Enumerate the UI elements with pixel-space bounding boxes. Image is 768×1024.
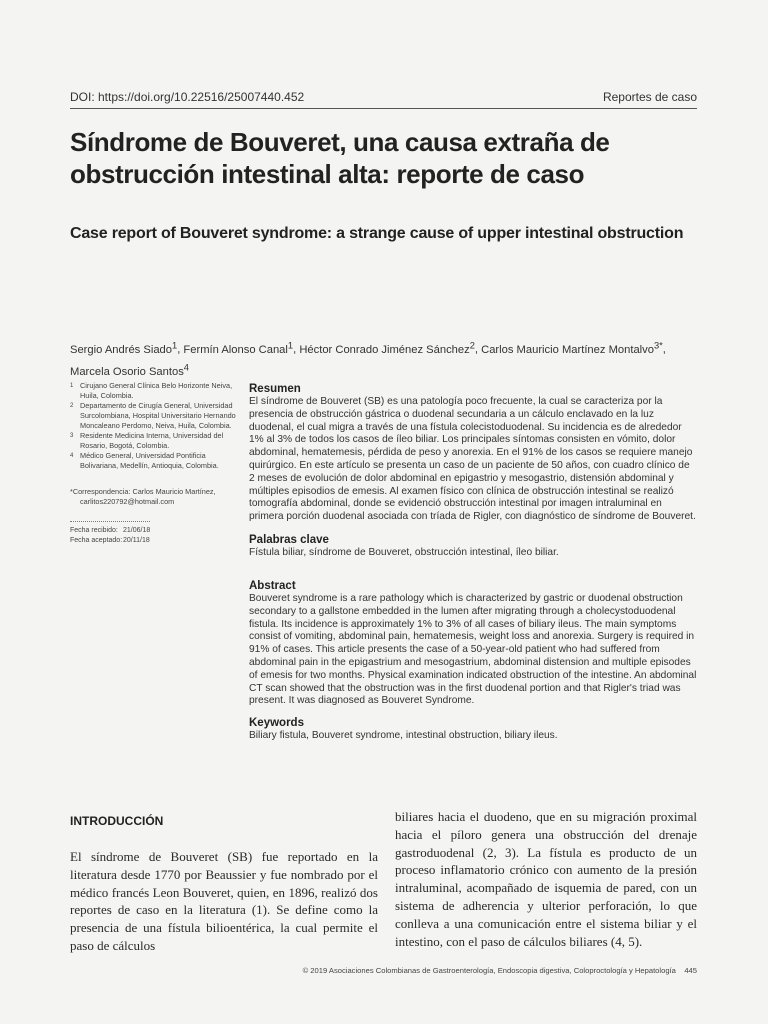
palabras-clave-text: Fístula biliar, síndrome de Bouveret, obstrucción intestinal, íleo biliar. bbox=[249, 547, 559, 558]
submission-dates bbox=[70, 521, 170, 546]
keywords-text: Biliary fistula, Bouveret syndrome, intestinal obstruction, biliary ileus. bbox=[249, 730, 558, 741]
affiliation-item: 4 Médico General, Universidad Pontificia Bolivariana, Medellín, Antioquia, Colombia. bbox=[70, 451, 219, 470]
dotted-divider bbox=[70, 521, 150, 522]
intro-text-right-column: biliares hacia el duodeno, que en su migración proximal hacia el píloro genera una obstrucción del drenaje gastroduodenal (2, 3). La fístula es producto de un proceso inflamatorio crónico con aumento de la presión intraluminal, acompañado de isquemia de pared, con un sistema de adherencia y ulterior perforación, lo que conlleva a una comunicación entre el sistema biliar y el intestino, con el paso de cálculos biliares (4, 5). bbox=[395, 809, 697, 949]
date-received: Fecha recibido: 21/06/18 bbox=[70, 527, 151, 534]
resumen-section bbox=[249, 383, 698, 524]
palabras-clave-section bbox=[249, 534, 698, 560]
article-subtitle: Case report of Bouveret syndrome: a strange cause of upper intestinal obstruction bbox=[70, 225, 684, 242]
introduccion-heading: INTRODUCCIÓN bbox=[70, 814, 164, 828]
correspondence: *Correspondencia: Carlos Mauricio Martínez, carlitos220792@hotmail.com bbox=[70, 487, 240, 507]
author-list: Sergio Andrés Siado$^1$, Fermín Alonso Canal$^1$, Héctor Conrado Jiménez Sánchez$^2$, Carlos Mauricio Martínez Montalvo$^{3*}$, Marcela Osorio Santos$^4$ bbox=[70, 340, 666, 379]
author: Carlos Mauricio Martínez Montalvo$^{3*}$ bbox=[481, 340, 663, 356]
intro-text-left-column: El síndrome de Bouveret (SB) fue reportado en la literatura desde 1770 por Beaussier y fue nombrado por el médico francés Leon Bouveret, quien, en 1896, realizó dos reportes de caso en la literatura (1). Se define como la presencia de una fístula bilioentérica, la cual permite el paso de cálculos bbox=[70, 849, 378, 953]
abstract-heading: Abstract bbox=[249, 580, 296, 592]
author: Héctor Conrado Jiménez Sánchez$^2$ bbox=[299, 340, 475, 356]
date-accepted: Fecha aceptado: 20/11/18 bbox=[70, 537, 150, 544]
article-title: Síndrome de Bouveret, una causa extraña de obstrucción intestinal alta: reporte de caso bbox=[70, 127, 610, 189]
affiliation-item: 1 Cirujano General Clínica Belo Horizonte Neiva, Huila, Colombia. bbox=[70, 381, 233, 400]
author: Fermín Alonso Canal$^1$ bbox=[183, 340, 294, 356]
palabras-clave-heading: Palabras clave bbox=[249, 534, 329, 546]
affiliation-item: 2 Departamento de Cirugía General, Universidad Surcolombiana, Hospital Universitario Hernando Moncaleano Perdomo, Neiva, Huila, Colombia. bbox=[70, 401, 236, 430]
abstract-text: Bouveret syndrome is a rare pathology which is characterized by gastric or duodenal obstruction secondary to a gallstone embedded in the lumen after migrating through a cholecystoduodenal fistula. Its incidence is approximately 1% to 3% of all cases of biliary ileus. The main symptoms consist of vomiting, abdominal pain, hematemesis, weight loss and anorexia. Surgery is required in 91% of cases. This article presents the case of a 50-year-old patient who had suffered from abdominal pain in the epigastrium and mesogastrium, abdominal distension and multiple episodes of emesis for two months. Physical examination indicated obstruction of the intestine. An abdominal CT scan showed that the obstruction was in the first duodenal portion and that Rigler's triad was present. It was diagnosed as Bouveret Syndrome. bbox=[249, 593, 697, 707]
header-rule bbox=[70, 108, 697, 109]
abstract-section bbox=[249, 580, 698, 708]
copyright-text: © 2019 Asociaciones Colombianas de Gastroenterología, Endoscopia digestiva, Coloproctología y Hepatología bbox=[302, 966, 676, 975]
page-footer bbox=[303, 966, 697, 975]
affiliations bbox=[70, 381, 240, 471]
affiliation-item: 3 Residente Medicina Interna, Universidad del Rosario, Bogotá, Colombia. bbox=[70, 431, 224, 450]
author: Sergio Andrés Siado$^1$ bbox=[70, 340, 178, 356]
keywords-section bbox=[249, 717, 698, 743]
section-label: Reportes de caso bbox=[602, 90, 697, 104]
correspondence-email[interactable]: carlitos220792@hotmail.com bbox=[80, 497, 175, 506]
resumen-heading: Resumen bbox=[249, 383, 301, 395]
keywords-heading: Keywords bbox=[249, 717, 304, 729]
doi-link[interactable]: DOI: https://doi.org/10.22516/25007440.452 bbox=[70, 90, 305, 104]
page-number: 445 bbox=[684, 966, 697, 975]
resumen-text: El síndrome de Bouveret (SB) es una patología poco frecuente, la cual se caracteriza por la presencia de obstrucción gástrica o duodenal secundaria a un cálculo enclavado en la luz duodenal, el cual migra a través de una fístula colecistoduodenal. Su incidencia es de alrededor 1% al 3% de todos los casos de íleo biliar. Los principales síntomas consisten en vómito, dolor abdominal, hematemesis, pérdida de peso y anorexia. En el 91% de los casos se requiere manejo quirúrgico. En este artículo se presenta un caso de un paciente de 50 años, con cuadro clínico de 2 meses de evolución de dolor abdominal en epigastrio y mesogastrio, distensión abdominal y múltiples episodios de emesis. Al examen físico con clínica de obstrucción intestinal se realizó tomografía abdominal, donde se evidenció obstrucción intestinal por imagen intraluminal en primera porción duodenal asociada con tríada de Rigler, con diagnóstico de síndrome de Bouveret. bbox=[249, 396, 696, 523]
author: Marcela Osorio Santos$^4$ bbox=[70, 362, 189, 379]
